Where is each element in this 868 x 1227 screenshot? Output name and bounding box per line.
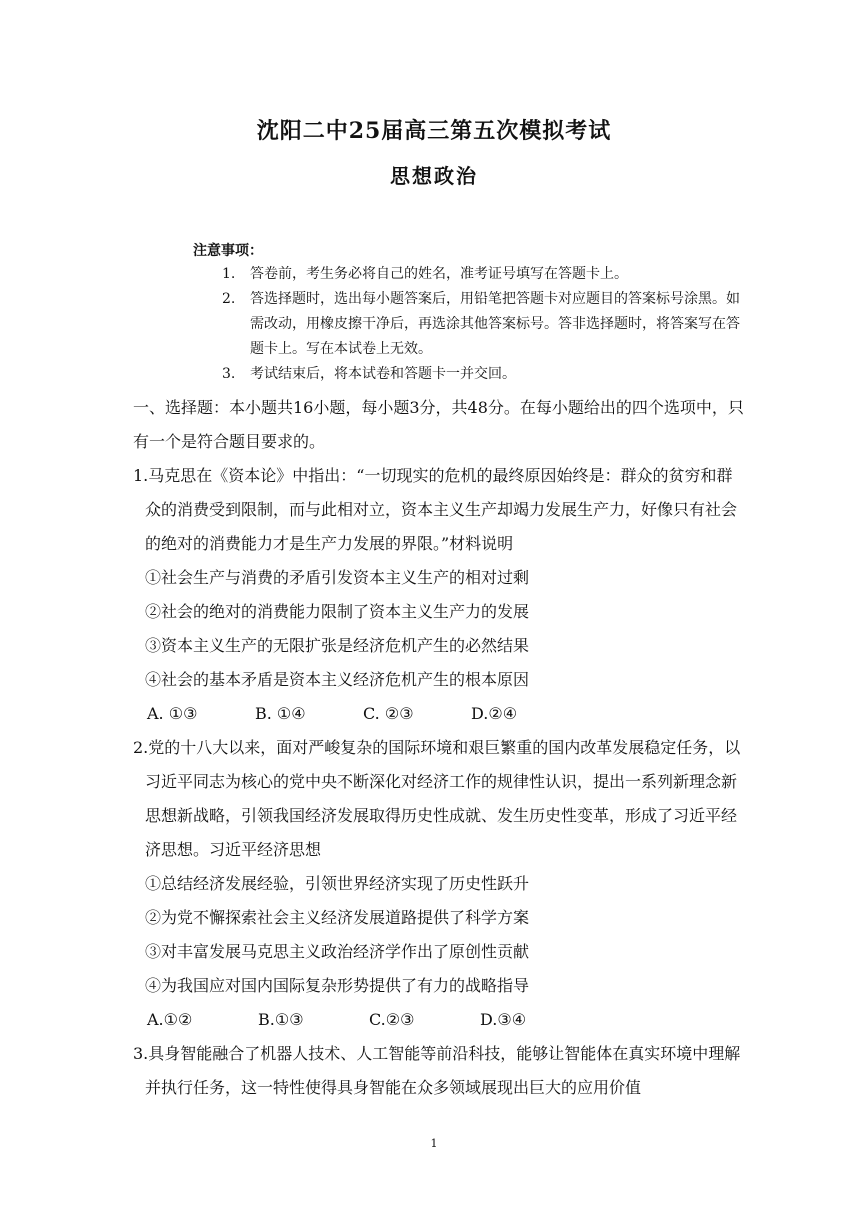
- question-option: ③资本主义生产的无限扩张是经济危机产生的必然结果: [145, 636, 530, 655]
- question-option: ②为党不懈探索社会主义经济发展道路提供了科学方案: [145, 908, 530, 927]
- notice-item-number: 3.: [222, 366, 236, 382]
- choice-a: A. ①③: [147, 704, 198, 723]
- question-stem: 2.党的十八大以来，面对严峻复杂的国际环境和艰巨繁重的国内改革发展稳定任务，以习近平同志为核心的党中央不断深化对经济工作的规律性认识，提出一系列新理念新思想新战略，引领我国经济发展取得历史性成就、发生历史性变革，形成了习近平经济思想。习近平经济思想: [133, 738, 741, 859]
- notice-list: [222, 262, 742, 387]
- notice-item: [222, 287, 742, 362]
- question-stem: 1.马克思在《资本论》中指出：“一切现实的危机的最终原因始终是：群众的贫穷和群众的消费受到限制，而与此相对立，资本主义生产却竭力发展生产力，好像只有社会的绝对的消费能力才是生产力发展的界限。”材料说明: [133, 466, 738, 553]
- question-stem: 3.具身智能融合了机器人技术、人工智能等前沿科技，能够让智能体在真实环境中理解并执行任务，这一特性使得具身智能在众多领域展现出巨大的应用价值: [133, 1044, 741, 1097]
- question-option: ④为我国应对国内国际复杂形势提供了有力的战略指导: [145, 976, 530, 995]
- choice-b: B.①③: [258, 1010, 304, 1029]
- notice-item-text: 考试结束后，将本试卷和答题卡一并交回。: [250, 366, 516, 382]
- notice-item-text: 答卷前，考生务必将自己的姓名，准考证号填写在答题卡上。: [250, 266, 628, 282]
- answer-choices: [133, 697, 745, 731]
- section-heading: 一、选择题：本小题共16小题，每小题3分，共48分。在每小题给出的四个选项中，只有一个是符合题目要求的。: [133, 398, 744, 451]
- question-option: ②社会的绝对的消费能力限制了资本主义生产力的发展: [145, 602, 530, 621]
- page-number: 1: [430, 1137, 438, 1150]
- notice-item-number: 2.: [222, 291, 236, 307]
- choice-d: D.②④: [471, 704, 518, 723]
- notice-item-text: 答选择题时，选出每小题答案后，用铅笔把答题卡对应题目的答案标号涂黑。如需改动，用橡皮擦干净后，再选涂其他答案标号。答非选择题时，将答案写在答题卡上。写在本试卷上无效。: [250, 291, 740, 357]
- exam-title: 沈阳二中25届高三第五次模拟考试: [256, 118, 612, 144]
- notice-heading: 注意事项：: [193, 243, 263, 259]
- notice-item-number: 1.: [222, 266, 236, 282]
- subject-title: 思想政治: [390, 164, 478, 188]
- choice-d: D.③④: [480, 1010, 527, 1029]
- answer-choices: [133, 1003, 745, 1037]
- question-option: ①总结经济发展经验，引领世界经济实现了历史性跃升: [145, 874, 530, 893]
- choice-c: C.②③: [369, 1010, 415, 1029]
- question-option: ④社会的基本矛盾是资本主义经济危机产生的根本原因: [145, 670, 530, 689]
- question-option: ③对丰富发展马克思主义政治经济学作出了原创性贡献: [145, 942, 530, 961]
- choice-a: A.①②: [147, 1010, 193, 1029]
- notice-item: [222, 362, 742, 387]
- choice-c: C. ②③: [363, 704, 414, 723]
- question-option: ①社会生产与消费的矛盾引发资本主义生产的相对过剩: [145, 568, 530, 587]
- notice-item: [222, 262, 742, 287]
- exam-content: [133, 391, 745, 1105]
- choice-b: B. ①④: [255, 704, 306, 723]
